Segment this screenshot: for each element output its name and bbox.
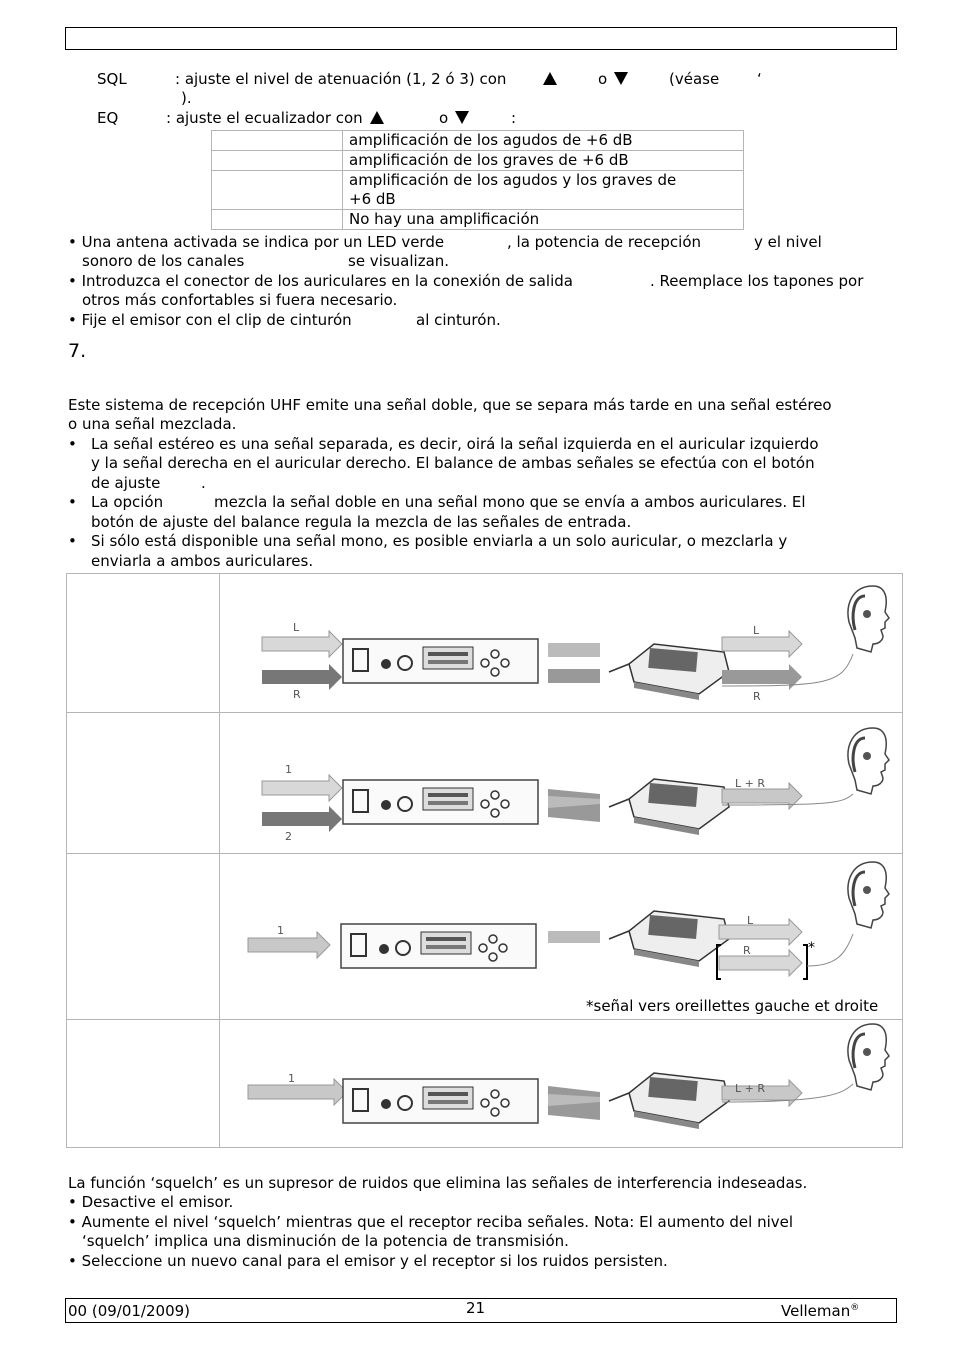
sql-see: (véase bbox=[669, 70, 720, 88]
output-label-mix: L + R bbox=[735, 777, 765, 790]
brand-name: Velleman bbox=[781, 1302, 851, 1320]
intro-line-2: o una señal mezclada. bbox=[68, 415, 237, 433]
input-label-r: R bbox=[293, 688, 301, 701]
list-3-line-1: Si sólo está disponible una señal mono, es posible enviarla a un solo auricular, o mezclarla y bbox=[91, 532, 788, 550]
eq-table bbox=[211, 130, 744, 230]
input-label-1: 1 bbox=[288, 1072, 295, 1085]
output-label-r: R bbox=[753, 690, 761, 703]
header-box bbox=[65, 27, 897, 50]
eq-label: EQ bbox=[97, 109, 119, 127]
bullet-1a: • Una antena activada se indica por un LED verde bbox=[68, 233, 445, 251]
registered-mark: ® bbox=[850, 1303, 860, 1313]
bullet-3b: al cinturón. bbox=[416, 311, 501, 329]
arrow-up-icon bbox=[543, 70, 557, 88]
table-row bbox=[212, 151, 744, 171]
bullet-2a: • Introduzca el conector de los auriculares en la conexión de salida bbox=[68, 272, 573, 290]
sql-close: ). bbox=[181, 89, 192, 107]
list-bullet: • bbox=[68, 493, 77, 511]
section-number: 7. bbox=[68, 340, 87, 362]
eq-row-4: No hay una amplificación bbox=[343, 210, 744, 230]
signal-diagrams bbox=[67, 574, 902, 1147]
list-2-line-2: botón de ajuste del balance regula la mezcla de las señales de entrada. bbox=[91, 513, 632, 531]
table-row bbox=[212, 210, 744, 230]
eq-text: : ajuste el ecualizador con bbox=[166, 109, 363, 127]
bullet-1b: , la potencia de recepción bbox=[507, 233, 702, 251]
table-row bbox=[212, 131, 744, 151]
squelch-paragraph: La función ‘squelch’ es un supresor de ruidos que elimina las señales de interferencia indeseadas. bbox=[68, 1174, 808, 1192]
bullet-2b: . Reemplace los tapones por bbox=[650, 272, 864, 290]
list-1-line-1: La señal estéreo es una señal separada, es decir, oirá la señal izquierda en el auricular izquierdo bbox=[91, 435, 819, 453]
squelch-bullet-2a: • Aumente el nivel ‘squelch’ mientras que el receptor reciba señales. Nota: El aumento del nivel bbox=[68, 1213, 794, 1231]
page-number: 21 bbox=[466, 1299, 486, 1317]
bullet-2c: otros más confortables si fuera necesario. bbox=[82, 291, 398, 309]
eq-row-2: amplificación de los graves de +6 dB bbox=[343, 151, 744, 171]
arrow-down-icon bbox=[614, 70, 628, 88]
footer-version: 00 (09/01/2009) bbox=[68, 1302, 191, 1320]
eq-colon: : bbox=[511, 109, 517, 127]
sql-label: SQL bbox=[97, 70, 127, 88]
bullet-1c: y el nivel bbox=[754, 233, 822, 251]
diagram-mono-mixed bbox=[248, 1024, 889, 1129]
list-2-line-1b: mezcla la señal doble en una señal mono que se envía a ambos auriculares. El bbox=[214, 493, 806, 511]
list-bullet: • bbox=[68, 532, 77, 550]
asterisk: * bbox=[808, 940, 815, 956]
squelch-bullet-1: • Desactive el emisor. bbox=[68, 1193, 234, 1211]
input-label-1: 1 bbox=[285, 763, 292, 776]
list-1-line-3-end: . bbox=[201, 474, 206, 492]
eq-row-3-line-1: amplificación de los agudos y los graves de bbox=[349, 171, 677, 189]
eq-row-3 bbox=[343, 171, 744, 210]
sql-quote: ‘ bbox=[757, 70, 762, 88]
list-2-line-1a: La opción bbox=[91, 493, 164, 511]
eq-row-3-line-2: +6 dB bbox=[349, 190, 396, 208]
output-label-mix: L + R bbox=[735, 1082, 765, 1095]
input-label-1: 1 bbox=[277, 924, 284, 937]
note-text: *señal vers oreillettes gauche et droite bbox=[586, 997, 879, 1015]
squelch-bullet-2b: ‘squelch’ implica una disminución de la potencia de transmisión. bbox=[82, 1232, 569, 1250]
eq-or: o bbox=[439, 109, 449, 127]
input-label-2: 2 bbox=[285, 830, 292, 843]
sql-or: o bbox=[598, 70, 608, 88]
output-label-l: L bbox=[753, 624, 760, 637]
output-label-r: R bbox=[743, 944, 751, 957]
diagram-mixed bbox=[262, 728, 889, 843]
list-3-line-2: enviarla a ambos auriculares. bbox=[91, 552, 314, 570]
signal-diagram-table bbox=[66, 573, 903, 1148]
sql-text: : ajuste el nivel de atenuación (1, 2 ó 3) con bbox=[175, 70, 507, 88]
bullet-1d: sonoro de los canales bbox=[82, 252, 245, 270]
table-row bbox=[212, 171, 744, 210]
list-1-line-2: y la señal derecha en el auricular derecho. El balance de ambas señales se efectúa con el botón bbox=[91, 454, 815, 472]
bullet-1e: se visualizan. bbox=[348, 252, 450, 270]
arrow-down-icon bbox=[455, 109, 469, 127]
arrow-up-icon bbox=[370, 109, 384, 127]
input-label-l: L bbox=[293, 621, 300, 634]
list-bullet: • bbox=[68, 435, 77, 453]
list-1-line-3: de ajuste bbox=[91, 474, 161, 492]
diagram-mono-single bbox=[248, 862, 889, 1015]
output-label-l: L bbox=[747, 914, 754, 927]
bullet-3a: • Fije el emisor con el clip de cinturón bbox=[68, 311, 352, 329]
squelch-bullet-3: • Seleccione un nuevo canal para el emisor y el receptor si los ruidos persisten. bbox=[68, 1252, 668, 1270]
eq-row-1: amplificación de los agudos de +6 dB bbox=[343, 131, 744, 151]
footer-brand bbox=[781, 1302, 859, 1320]
diagram-stereo bbox=[262, 586, 889, 703]
intro-line-1: Este sistema de recepción UHF emite una señal doble, que se separa más tarde en una señal estéreo bbox=[68, 396, 832, 414]
